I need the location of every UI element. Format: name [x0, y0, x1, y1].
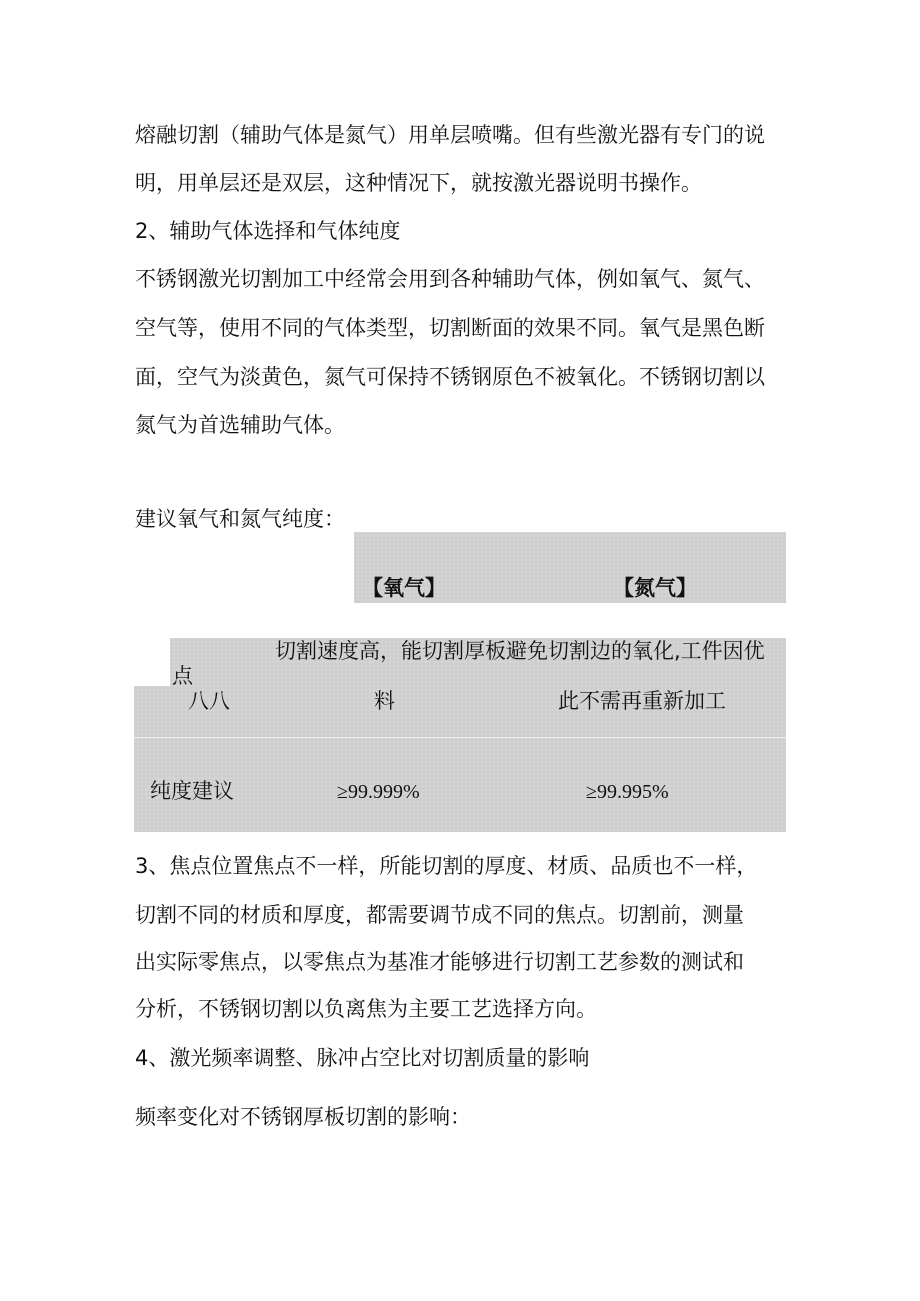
paragraph-line: 出实际零焦点，以零焦点为基准才能够进行切割工艺参数的测试和: [135, 950, 744, 974]
advantage-oxygen: 料: [374, 689, 395, 713]
advantage-label: 八八: [188, 689, 230, 713]
paragraph-line: 面，空气为淡黄色，氮气可保持不锈钢原色不被氧化。不锈钢切割以: [135, 365, 765, 389]
purity-nitrogen: ≥99.995%: [586, 781, 669, 803]
table-caption: 建议氧气和氮气纯度：: [135, 507, 345, 531]
purity-label: 纯度建议: [150, 779, 234, 803]
paragraph-line: 不锈钢激光切割加工中经常会用到各种辅助气体，例如氧气、氮气、: [135, 267, 765, 291]
paragraph-line: 分析，不锈钢切割以负离焦为主要工艺选择方向。: [135, 997, 597, 1021]
advantage-point-label: 点: [172, 664, 193, 688]
table-row-divider: [134, 737, 786, 738]
advantage-text: 切割速度高，能切割厚板避免切割边的氧化,工件因优: [275, 639, 765, 663]
paragraph-line: 熔融切割（辅助气体是氮气）用单层喷嘴。但有些激光器有专门的说: [135, 123, 765, 147]
advantage-nitrogen: 此不需再重新加工: [558, 689, 726, 713]
paragraph-line: 频率变化对不锈钢厚板切割的影响：: [135, 1105, 471, 1129]
paragraph-line: 空气等，使用不同的气体类型，切割断面的效果不同。氧气是黑色断: [135, 316, 765, 340]
paragraph-line: 明，用单层还是双层，这种情况下，就按激光器说明书操作。: [135, 171, 702, 195]
paragraph-line: 氮气为首选辅助气体。: [135, 413, 345, 437]
section-heading-3: 3、焦点位置焦点不一样，所能切割的厚度、材质、品质也不一样，: [135, 854, 758, 878]
purity-oxygen: ≥99.999%: [337, 781, 420, 803]
header-nitrogen: 【氮气】: [613, 576, 697, 600]
section-heading-2: 2、辅助气体选择和气体纯度: [135, 219, 401, 243]
paragraph-line: 切割不同的材质和厚度，都需要调节成不同的焦点。切割前，测量: [135, 903, 744, 927]
section-heading-4: 4、激光频率调整、脉冲占空比对切割质量的影响: [135, 1046, 590, 1070]
header-oxygen: 【氧气】: [362, 576, 446, 600]
